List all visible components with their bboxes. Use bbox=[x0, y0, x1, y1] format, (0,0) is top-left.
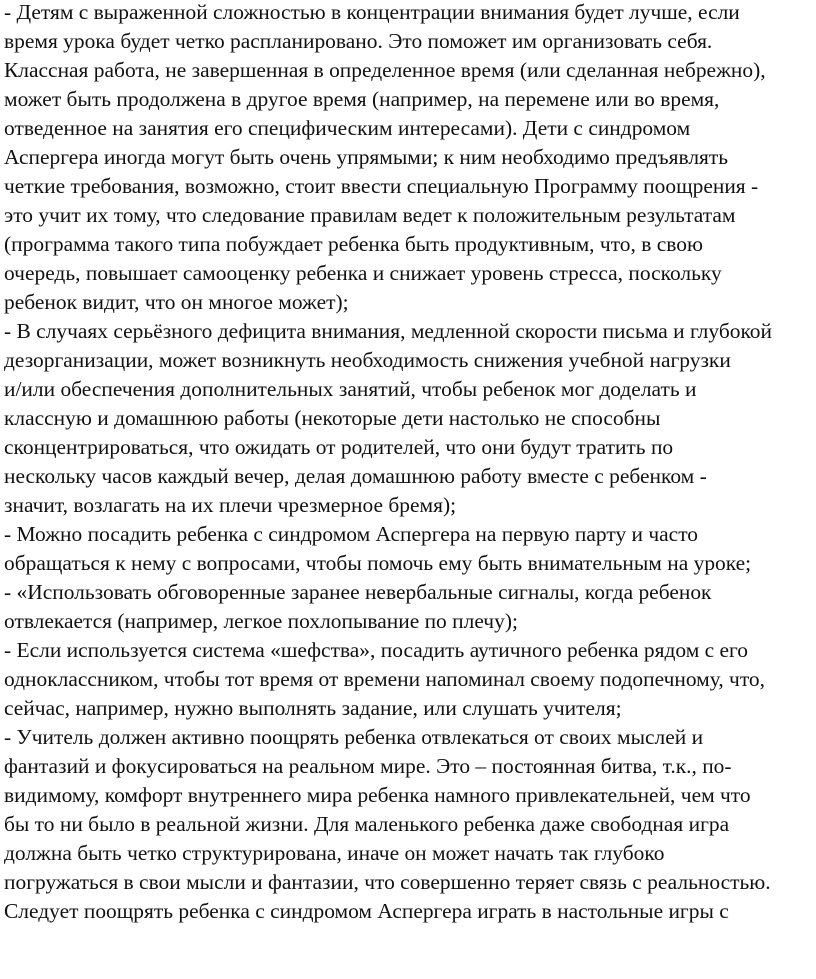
text-line: время урока будет четко распланировано. Это поможет им организовать себя. bbox=[4, 29, 713, 53]
text-line: одноклассником, чтобы тот время от времени напоминал своему подопечному, что, bbox=[4, 667, 766, 691]
text-line: погружаться в свои мысли и фантазии, что совершенно теряет связь с реальностью. bbox=[4, 870, 771, 894]
text-line: отвлекается (например, легкое похлопывание по плечу); bbox=[4, 609, 518, 633]
text-line: обращаться к нему с вопросами, чтобы помочь ему быть внимательным на уроке; bbox=[4, 551, 752, 575]
text-line: и/или обеспечения дополнительных занятий, чтобы ребенок мог доделать и bbox=[4, 377, 697, 401]
text-line: отведенное на занятия его специфическим интересами). Дети с синдромом bbox=[4, 116, 691, 140]
text-line: должна быть четко структурирована, иначе он может начать так глубоко bbox=[4, 841, 665, 865]
text-line: фантазий и фокусироваться на реальном мире. Это – постоянная битва, т.к., по- bbox=[4, 754, 732, 778]
text-line: это учит их тому, что следование правилам ведет к положительным результатам bbox=[4, 203, 736, 227]
text-line: Аспергера иногда могут быть очень упрямыми; к ним необходимо предъявлять bbox=[4, 145, 729, 169]
text-line: ребенок видит, что он многое может); bbox=[4, 290, 349, 314]
text-line: - Можно посадить ребенка с синдромом Аспергера на первую парту и часто bbox=[4, 522, 699, 546]
text-line: сконцентрироваться, что ожидать от родителей, что они будут тратить по bbox=[4, 435, 674, 459]
text-line: четкие требования, возможно, стоит ввести специальную Программу поощрения - bbox=[4, 174, 759, 198]
text-line: - Если используется система «шефства», посадить аутичного ребенка рядом с его bbox=[4, 638, 749, 662]
text-line: дезорганизации, может возникнуть необходимость снижения учебной нагрузки bbox=[4, 348, 731, 372]
text-line: сейчас, например, нужно выполнять задание, или слушать учителя; bbox=[4, 696, 622, 720]
text-line: классную и домашнюю работы (некоторые дети настолько не способны bbox=[4, 406, 661, 430]
text-line: нескольку часов каждый вечер, делая домашнюю работу вместе с ребенком - bbox=[4, 464, 707, 488]
text-line: - В случаях серьёзного дефицита внимания, медленной скорости письма и глубокой bbox=[4, 319, 772, 343]
text-line: Классная работа, не завершенная в определенное время (или сделанная небрежно), bbox=[4, 58, 766, 82]
text-line: Следует поощрять ребенка с синдромом Аспергера играть в настольные игры с bbox=[4, 899, 729, 923]
text-line: - Учитель должен активно поощрять ребенка отвлекаться от своих мыслей и bbox=[4, 725, 704, 749]
document-body bbox=[4, 0, 814, 926]
text-line: очередь, повышает самооценку ребенка и снижает уровень стресса, поскольку bbox=[4, 261, 722, 285]
text-line: значит, возлагать на их плечи чрезмерное бремя); bbox=[4, 493, 457, 517]
text-line: видимому, комфорт внутреннего мира ребенка намного привлекательней, чем что bbox=[4, 783, 751, 807]
text-line: - Детям с выраженной сложностью в концентрации внимания будет лучше, если bbox=[4, 0, 740, 24]
text-line: бы то ни было в реальной жизни. Для маленького ребенка даже свободная игра bbox=[4, 812, 730, 836]
text-line: может быть продолжена в другое время (например, на перемене или во время, bbox=[4, 87, 720, 111]
text-line: (программа такого типа побуждает ребенка быть продуктивным, что, в свою bbox=[4, 232, 703, 256]
text-line: - «Использовать обговоренные заранее невербальные сигналы, когда ребенок bbox=[4, 580, 712, 604]
